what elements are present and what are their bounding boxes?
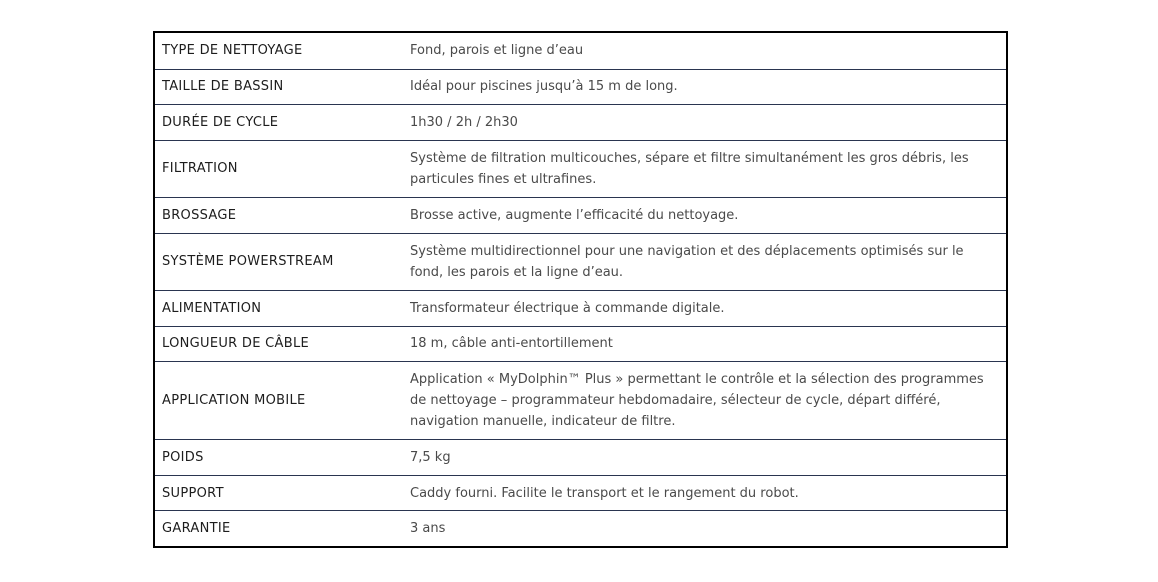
spec-value: 7,5 kg — [410, 450, 451, 466]
table-row — [155, 69, 1006, 105]
spec-label: SUPPORT — [162, 485, 224, 501]
spec-value: Système de filtration multicouches, sépare et filtre simultanément les gros débris, les particules fines et ultrafines. — [410, 150, 969, 187]
spec-label: BROSSAGE — [162, 207, 237, 223]
spec-value: Application « MyDolphin™ Plus » permettant le contrôle et la sélection des programmes de nettoyage – programmateur hebdomadaire, sélecteur de cycle, départ différé, navigation manuelle, indicateur de filtre. — [410, 372, 984, 430]
table-row — [155, 290, 1006, 326]
table-row — [155, 326, 1006, 362]
table-row — [155, 104, 1006, 140]
spec-value: Brosse active, augmente l’efficacité du nettoyage. — [410, 207, 739, 223]
spec-value: 1h30 / 2h / 2h30 — [410, 114, 518, 130]
table-row — [155, 439, 1006, 475]
spec-value: Transformateur électrique à commande digitale. — [410, 300, 725, 316]
table-row — [155, 197, 1006, 233]
spec-label: SYSTÈME POWERSTREAM — [162, 254, 334, 270]
table-row — [155, 33, 1006, 69]
spec-value: Caddy fourni. Facilite le transport et le rangement du robot. — [410, 485, 799, 501]
spec-value: Système multidirectionnel pour une navigation et des déplacements optimisés sur le fond, les parois et la ligne d’eau. — [410, 243, 964, 280]
spec-value: 18 m, câble anti-entortillement — [410, 336, 613, 352]
spec-label: DURÉE DE CYCLE — [162, 114, 279, 130]
spec-value: 3 ans — [410, 521, 446, 537]
spec-label: FILTRATION — [162, 161, 238, 177]
table-row — [155, 140, 1006, 197]
spec-label: LONGUEUR DE CÂBLE — [162, 336, 310, 352]
spec-value: Idéal pour piscines jusqu’à 15 m de long. — [410, 79, 678, 95]
spec-label: TAILLE DE BASSIN — [162, 79, 284, 95]
table-row — [155, 475, 1006, 511]
table-row — [155, 510, 1006, 546]
spec-label: ALIMENTATION — [162, 300, 262, 316]
table-row — [155, 361, 1006, 439]
spec-label: GARANTIE — [162, 521, 231, 537]
spec-value: Fond, parois et ligne d’eau — [410, 43, 584, 59]
spec-label: APPLICATION MOBILE — [162, 393, 306, 409]
specifications-table — [153, 31, 1008, 548]
spec-label: POIDS — [162, 450, 204, 466]
spec-label: TYPE DE NETTOYAGE — [162, 43, 303, 59]
table-row — [155, 233, 1006, 290]
